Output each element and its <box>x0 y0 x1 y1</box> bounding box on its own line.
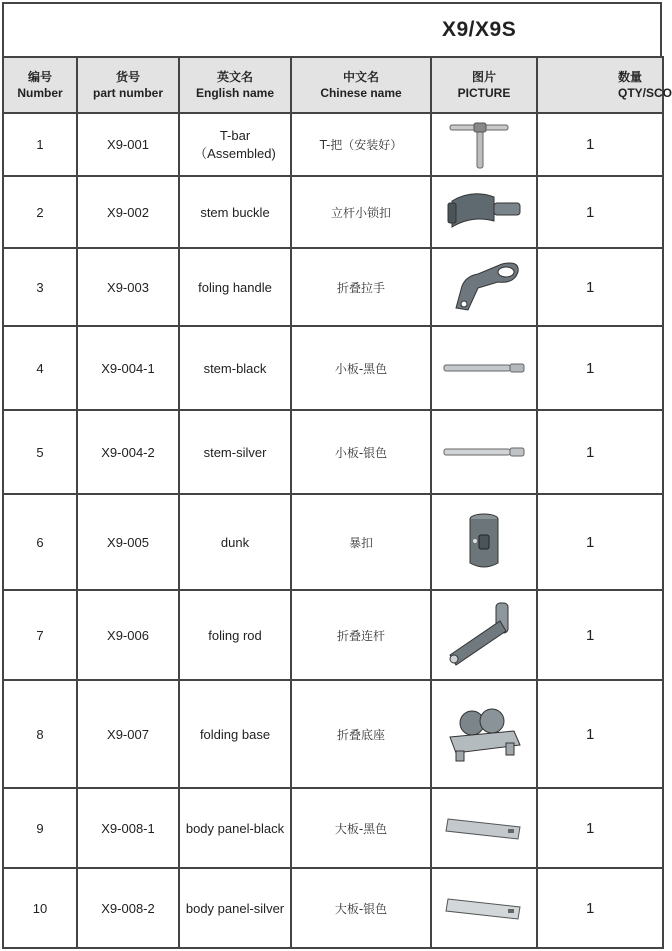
header-part-number: 货号 part number <box>77 57 179 113</box>
cell-number: 1 <box>3 113 77 176</box>
cell-number: 3 <box>3 248 77 326</box>
cell-qty: 1 <box>537 788 663 868</box>
folding-base-icon <box>442 701 526 767</box>
cell-qty: 1 <box>537 494 663 590</box>
cell-picture <box>431 788 537 868</box>
table-row <box>3 176 663 248</box>
cell-qty: 1 <box>537 248 663 326</box>
cell-english-name: stem buckle <box>179 176 291 248</box>
cell-chinese-name: 大板-银色 <box>291 868 431 948</box>
cell-qty: 1 <box>537 113 663 176</box>
cell-number: 5 <box>3 410 77 494</box>
cell-english-name: folding base <box>179 680 291 788</box>
cell-picture <box>431 410 537 494</box>
cell-english-name: body panel-silver <box>179 868 291 948</box>
cell-english-name: body panel-black <box>179 788 291 868</box>
cell-number: 2 <box>3 176 77 248</box>
cell-english-name: foling handle <box>179 248 291 326</box>
cell-part-number: X9-008-1 <box>77 788 179 868</box>
cell-part-number: X9-008-2 <box>77 868 179 948</box>
body-panel-icon <box>442 811 526 845</box>
t-bar-icon <box>444 117 524 173</box>
cell-qty: 1 <box>537 326 663 410</box>
stem-rod-icon <box>440 440 528 464</box>
cell-english-name: foling rod <box>179 590 291 680</box>
table-row <box>3 680 663 788</box>
cell-chinese-name: 暴扣 <box>291 494 431 590</box>
cell-chinese-name: 小板-银色 <box>291 410 431 494</box>
cell-part-number: X9-001 <box>77 113 179 176</box>
cell-english-name: dunk <box>179 494 291 590</box>
header-english-name: 英文名 English name <box>179 57 291 113</box>
stem-buckle-icon <box>442 187 526 237</box>
table-row <box>3 494 663 590</box>
table-row <box>3 868 663 948</box>
header-chinese-name: 中文名 Chinese name <box>291 57 431 113</box>
parts-sheet <box>2 2 672 949</box>
cell-qty: 1 <box>537 680 663 788</box>
cell-part-number: X9-004-1 <box>77 326 179 410</box>
cell-picture <box>431 113 537 176</box>
table-row <box>3 590 663 680</box>
table-row <box>3 326 663 410</box>
cell-chinese-name: 折叠底座 <box>291 680 431 788</box>
cell-chinese-name: 折叠连杆 <box>291 590 431 680</box>
cell-part-number: X9-005 <box>77 494 179 590</box>
cell-part-number: X9-007 <box>77 680 179 788</box>
cell-number: 4 <box>3 326 77 410</box>
cell-picture <box>431 326 537 410</box>
cell-number: 6 <box>3 494 77 590</box>
cell-english-name: T-bar （Assembled) <box>179 113 291 176</box>
cell-qty: 1 <box>537 410 663 494</box>
cell-chinese-name: 立杆小锁扣 <box>291 176 431 248</box>
cell-part-number: X9-002 <box>77 176 179 248</box>
cell-number: 10 <box>3 868 77 948</box>
cell-number: 8 <box>3 680 77 788</box>
folding-rod-icon <box>444 599 524 671</box>
cell-chinese-name: T-把（安装好） <box>291 113 431 176</box>
folding-handle-icon <box>442 256 526 318</box>
stem-rod-icon <box>440 356 528 380</box>
body-panel-icon <box>442 891 526 925</box>
cell-chinese-name: 大板-黑色 <box>291 788 431 868</box>
cell-part-number: X9-003 <box>77 248 179 326</box>
table-row <box>3 248 663 326</box>
parts-table <box>2 56 672 949</box>
cell-part-number: X9-006 <box>77 590 179 680</box>
cell-picture <box>431 494 537 590</box>
cell-english-name: stem-black <box>179 326 291 410</box>
header-qty: 数量 QTY/SCO <box>537 57 663 113</box>
cell-picture <box>431 590 537 680</box>
cell-picture <box>431 680 537 788</box>
header-row <box>3 57 663 113</box>
table-row <box>3 788 663 868</box>
title-bar <box>2 2 662 56</box>
cell-qty: 1 <box>537 176 663 248</box>
cell-english-name: stem-silver <box>179 410 291 494</box>
cell-chinese-name: 折叠拉手 <box>291 248 431 326</box>
cell-picture <box>431 176 537 248</box>
cell-picture <box>431 868 537 948</box>
header-picture: 图片 PICTURE <box>431 57 537 113</box>
table-row <box>3 113 663 176</box>
cell-number: 7 <box>3 590 77 680</box>
dunk-clamp-icon <box>459 511 509 573</box>
cell-number: 9 <box>3 788 77 868</box>
model-title: X9/X9S <box>442 18 517 41</box>
table-row <box>3 410 663 494</box>
header-number: 编号 Number <box>3 57 77 113</box>
cell-picture <box>431 248 537 326</box>
cell-part-number: X9-004-2 <box>77 410 179 494</box>
cell-chinese-name: 小板-黑色 <box>291 326 431 410</box>
cell-qty: 1 <box>537 868 663 948</box>
cell-qty: 1 <box>537 590 663 680</box>
